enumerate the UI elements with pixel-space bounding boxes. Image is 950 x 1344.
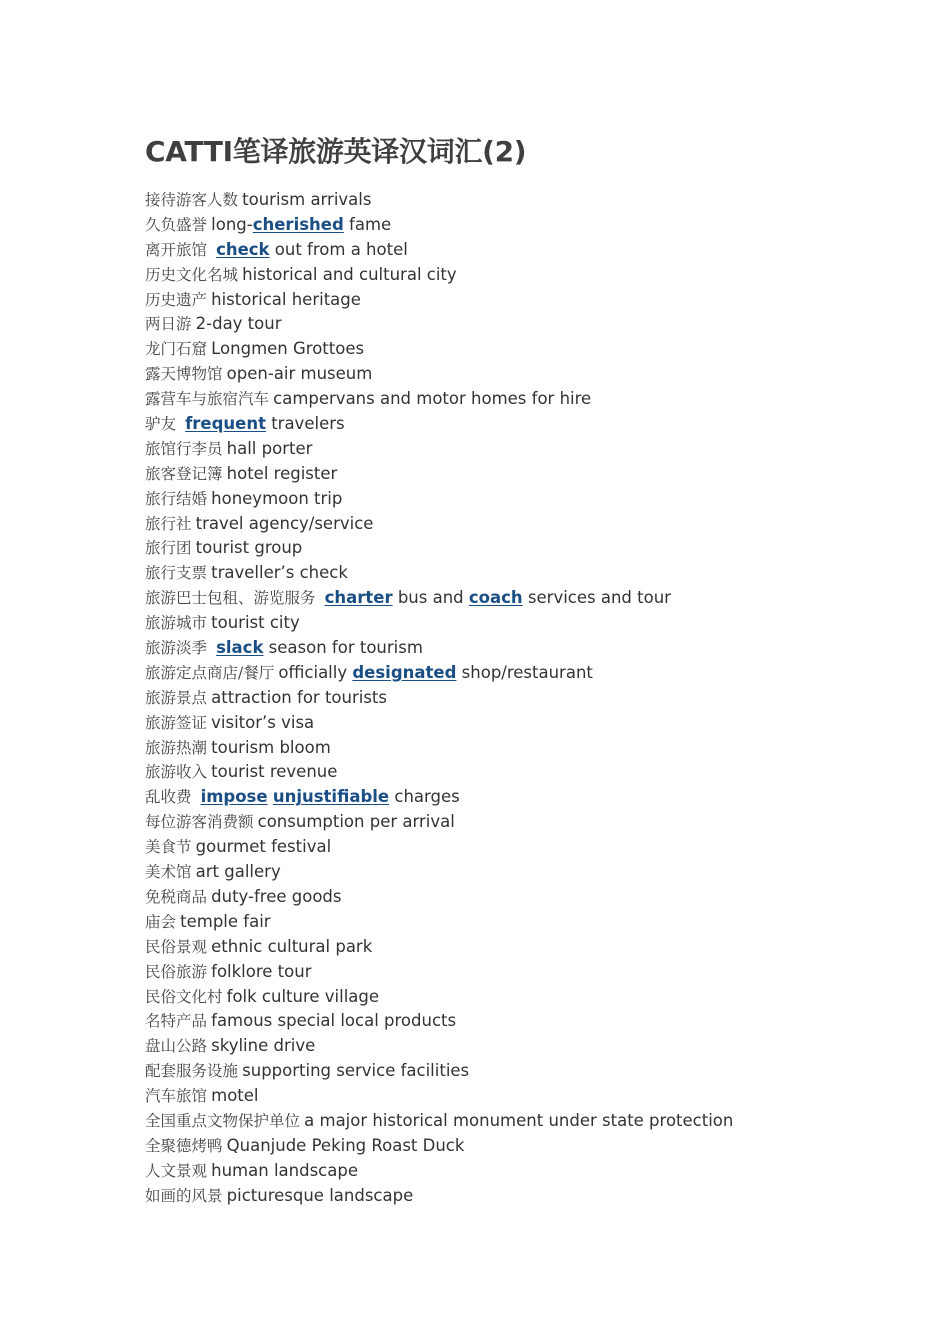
vocab-entry	[145, 760, 910, 785]
chinese-term: 每位游客消费额	[145, 813, 254, 832]
chinese-term: 龙门石窟	[145, 340, 208, 359]
chinese-term: 旅游淡季	[145, 639, 212, 658]
keyword-link[interactable]: frequent	[185, 414, 266, 434]
chinese-term: 离开旅馆	[145, 240, 212, 259]
chinese-term: 民俗文化村	[145, 987, 223, 1006]
chinese-term: 美食节	[145, 838, 192, 857]
english-translation: fame	[343, 214, 392, 234]
english-translation: temple fair	[180, 911, 271, 931]
keyword-link[interactable]: check	[216, 239, 270, 259]
chinese-term: 驴友	[145, 415, 181, 434]
chinese-term: 历史文化名城	[145, 265, 239, 284]
chinese-term: 人文景观	[145, 1161, 208, 1180]
chinese-term: 旅行社	[145, 514, 192, 533]
vocab-entry	[145, 412, 910, 437]
english-translation: Longmen Grottoes	[211, 339, 365, 359]
vocab-entry	[145, 188, 910, 213]
vocab-entry	[145, 661, 910, 686]
vocab-entry	[145, 1184, 910, 1209]
chinese-term: 庙会	[145, 912, 177, 931]
chinese-term: 旅行结婚	[145, 489, 208, 508]
vocab-entry	[145, 910, 910, 935]
chinese-term: 历史遗产	[145, 290, 208, 309]
keyword-link[interactable]: coach	[468, 588, 523, 608]
vocab-entry	[145, 935, 910, 960]
english-translation: consumption per arrival	[257, 812, 455, 832]
chinese-term: 久负盛誉	[145, 215, 208, 234]
english-translation: human landscape	[211, 1160, 358, 1180]
english-translation: ethnic cultural park	[211, 936, 373, 956]
vocab-entry	[145, 686, 910, 711]
english-translation: supporting service facilities	[242, 1061, 470, 1081]
vocabulary-list	[145, 188, 910, 1209]
chinese-term: 旅游热潮	[145, 738, 208, 757]
english-translation: services and tour	[522, 588, 671, 608]
english-translation: skyline drive	[211, 1036, 316, 1056]
vocab-entry	[145, 362, 910, 387]
keyword-link[interactable]: impose	[200, 787, 268, 807]
chinese-term: 全国重点文物保护单位	[145, 1111, 301, 1130]
chinese-term: 汽车旅馆	[145, 1087, 208, 1106]
vocab-entry	[145, 1134, 910, 1159]
english-translation: season for tourism	[263, 638, 423, 658]
chinese-term: 旅游巴士包租、游览服务	[145, 589, 321, 608]
chinese-term: 如画的风景	[145, 1186, 223, 1205]
vocab-entry	[145, 288, 910, 313]
vocab-entry	[145, 337, 910, 362]
vocab-entry	[145, 960, 910, 985]
english-translation: charges	[389, 787, 460, 807]
chinese-term: 民俗景观	[145, 937, 208, 956]
vocab-entry	[145, 462, 910, 487]
vocab-entry	[145, 1009, 910, 1034]
english-translation: 2-day tour	[195, 314, 282, 334]
chinese-term: 旅馆行李员	[145, 439, 223, 458]
vocab-entry	[145, 487, 910, 512]
keyword-link[interactable]: slack	[216, 638, 264, 658]
chinese-term: 旅客登记簿	[145, 464, 223, 483]
chinese-term: 旅游景点	[145, 688, 208, 707]
chinese-term: 配套服务设施	[145, 1062, 239, 1081]
vocab-entry	[145, 636, 910, 661]
vocab-entry	[145, 985, 910, 1010]
english-translation: folk culture village	[226, 986, 380, 1006]
vocab-entry	[145, 810, 910, 835]
english-translation: travel agency/service	[195, 513, 374, 533]
vocab-entry	[145, 312, 910, 337]
english-translation: historical heritage	[211, 289, 361, 309]
vocab-entry	[145, 213, 910, 238]
vocab-entry	[145, 1034, 910, 1059]
vocab-entry	[145, 860, 910, 885]
chinese-term: 美术馆	[145, 863, 192, 882]
english-translation: out from a hotel	[269, 239, 408, 259]
english-translation: tourism bloom	[211, 737, 331, 757]
english-translation: travelers	[265, 414, 345, 434]
vocab-entry	[145, 536, 910, 561]
english-translation: bus and	[392, 588, 469, 608]
keyword-link[interactable]: cherished	[252, 214, 344, 234]
english-translation: picturesque landscape	[226, 1185, 414, 1205]
chinese-term: 名特产品	[145, 1012, 208, 1031]
vocab-entry	[145, 1109, 910, 1134]
page-title: CATTI笔译旅游英译汉词汇(2)	[145, 135, 527, 168]
vocab-entry	[145, 885, 910, 910]
english-translation: traveller’s check	[211, 563, 348, 583]
english-translation: hall porter	[226, 438, 313, 458]
vocab-entry	[145, 437, 910, 462]
english-translation: famous special local products	[211, 1011, 457, 1031]
vocab-entry	[145, 1059, 910, 1084]
vocab-entry	[145, 1159, 910, 1184]
english-translation: attraction for tourists	[211, 687, 387, 707]
vocab-entry	[145, 387, 910, 412]
english-translation: folklore tour	[211, 961, 312, 981]
english-translation: tourist revenue	[211, 762, 338, 782]
english-translation: Quanjude Peking Roast Duck	[226, 1135, 465, 1155]
english-translation: campervans and motor homes for hire	[273, 389, 592, 409]
english-translation: tourist group	[195, 538, 303, 558]
vocab-entry	[145, 1084, 910, 1109]
keyword-link[interactable]: designated	[352, 662, 457, 682]
keyword-link[interactable]: unjustifiable	[272, 787, 390, 807]
vocab-entry	[145, 785, 910, 810]
vocab-entry	[145, 736, 910, 761]
english-translation: a major historical monument under state protection	[304, 1110, 734, 1130]
english-translation: duty-free goods	[211, 886, 342, 906]
english-translation: honeymoon trip	[211, 488, 343, 508]
english-translation: visitor’s visa	[211, 712, 315, 732]
vocab-entry	[145, 238, 910, 263]
english-translation: officially	[278, 662, 353, 682]
chinese-term: 旅行团	[145, 539, 192, 558]
chinese-term: 民俗旅游	[145, 962, 208, 981]
vocab-entry	[145, 586, 910, 611]
english-translation: historical and cultural city	[242, 264, 457, 284]
vocab-entry	[145, 835, 910, 860]
chinese-term: 乱收费	[145, 788, 197, 807]
chinese-term: 接待游客人数	[145, 191, 239, 209]
chinese-term: 旅游收入	[145, 763, 208, 782]
chinese-term: 全聚德烤鸭	[145, 1136, 223, 1155]
chinese-term: 旅游城市	[145, 614, 208, 633]
english-translation: open-air museum	[226, 364, 373, 384]
vocab-entry	[145, 561, 910, 586]
english-translation: art gallery	[195, 862, 281, 882]
english-translation: motel	[211, 1086, 259, 1106]
english-translation: hotel register	[226, 463, 338, 483]
english-translation: gourmet festival	[195, 837, 332, 857]
document-page	[145, 130, 910, 1209]
english-translation: shop/restaurant	[456, 662, 593, 682]
chinese-term: 免税商品	[145, 887, 208, 906]
chinese-term: 露天博物馆	[145, 365, 223, 384]
english-translation: tourist city	[211, 613, 300, 633]
english-translation: long-	[211, 214, 253, 234]
vocab-entry	[145, 711, 910, 736]
chinese-term: 露营车与旅宿汽车	[145, 390, 270, 409]
chinese-term: 旅行支票	[145, 564, 208, 583]
vocab-entry	[145, 263, 910, 288]
vocab-entry	[145, 512, 910, 537]
chinese-term: 盘山公路	[145, 1037, 208, 1056]
chinese-term: 旅游定点商店/餐厅	[145, 663, 275, 682]
chinese-term: 两日游	[145, 315, 192, 334]
chinese-term: 旅游签证	[145, 713, 208, 732]
keyword-link[interactable]: charter	[324, 588, 393, 608]
english-translation: tourism arrivals	[242, 190, 372, 209]
vocab-entry	[145, 611, 910, 636]
